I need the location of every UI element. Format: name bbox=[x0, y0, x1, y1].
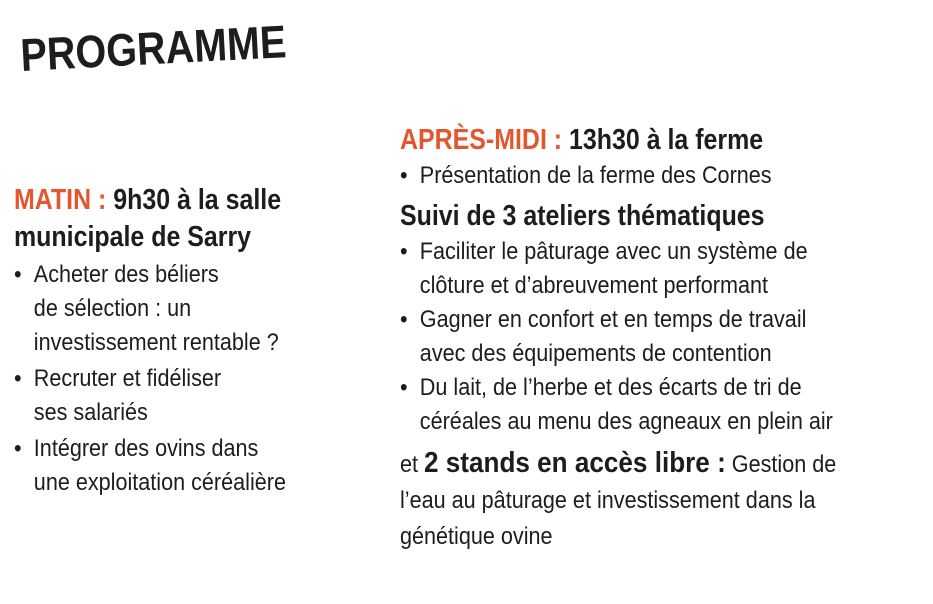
list-item bbox=[14, 362, 403, 430]
list-item-line: • Recruter et fidéliser bbox=[33, 365, 222, 392]
morning-list bbox=[14, 258, 384, 500]
list-item-line: céréales au menu des agneaux en plein air bbox=[419, 408, 833, 435]
morning-time-place-line1: 9h30 à la salle bbox=[113, 184, 282, 216]
stands-line3: génétique ovine bbox=[400, 523, 553, 550]
list-item bbox=[400, 159, 933, 193]
afternoon-intro-list bbox=[400, 159, 920, 193]
list-item-line: • Intégrer des ovins dans bbox=[33, 435, 259, 462]
list-item-line: clôture et d’abreuvement performant bbox=[419, 272, 768, 299]
list-item-line: • Faciliter le pâturage avec un système de bbox=[419, 238, 808, 265]
list-item-line: • Acheter des béliers bbox=[33, 261, 219, 288]
page-title: PROGRAMME bbox=[19, 15, 288, 82]
stands-line1-rest: Gestion de bbox=[731, 451, 837, 478]
list-item bbox=[400, 235, 933, 303]
stands-bold: 2 stands en accès libre : bbox=[424, 447, 726, 479]
list-item-line: ses salariés bbox=[33, 399, 148, 426]
list-item bbox=[400, 303, 933, 371]
workshops-list bbox=[400, 235, 920, 439]
morning-heading bbox=[14, 182, 383, 256]
stands-paragraph bbox=[400, 445, 919, 555]
stands-line2: l’eau au pâturage et investissement dans la bbox=[400, 487, 816, 514]
list-item bbox=[14, 258, 403, 360]
morning-section bbox=[14, 182, 384, 502]
list-item-line: de sélection : un bbox=[33, 295, 192, 322]
stands-prefix: et bbox=[400, 451, 419, 478]
list-item-line: une exploitation céréalière bbox=[33, 469, 286, 496]
afternoon-heading bbox=[400, 122, 919, 159]
afternoon-time-place: 13h30 à la ferme bbox=[569, 124, 764, 156]
morning-label: MATIN : bbox=[14, 184, 107, 216]
list-item bbox=[14, 432, 403, 500]
afternoon-label: APRÈS-MIDI : bbox=[400, 124, 563, 156]
list-item-line: • Gagner en confort et en temps de travail bbox=[419, 306, 807, 333]
afternoon-section bbox=[400, 122, 920, 555]
list-item-line: investissement rentable ? bbox=[33, 329, 279, 356]
morning-time-place-line2: municipale de Sarry bbox=[14, 221, 252, 253]
list-item-line: avec des équipements de contention bbox=[419, 340, 772, 367]
workshops-heading: Suivi de 3 ateliers thématiques bbox=[400, 200, 765, 232]
list-item bbox=[400, 371, 933, 439]
list-item-line: • Présentation de la ferme des Cornes bbox=[419, 162, 772, 189]
list-item-line: • Du lait, de l’herbe et des écarts de tri de bbox=[419, 374, 802, 401]
